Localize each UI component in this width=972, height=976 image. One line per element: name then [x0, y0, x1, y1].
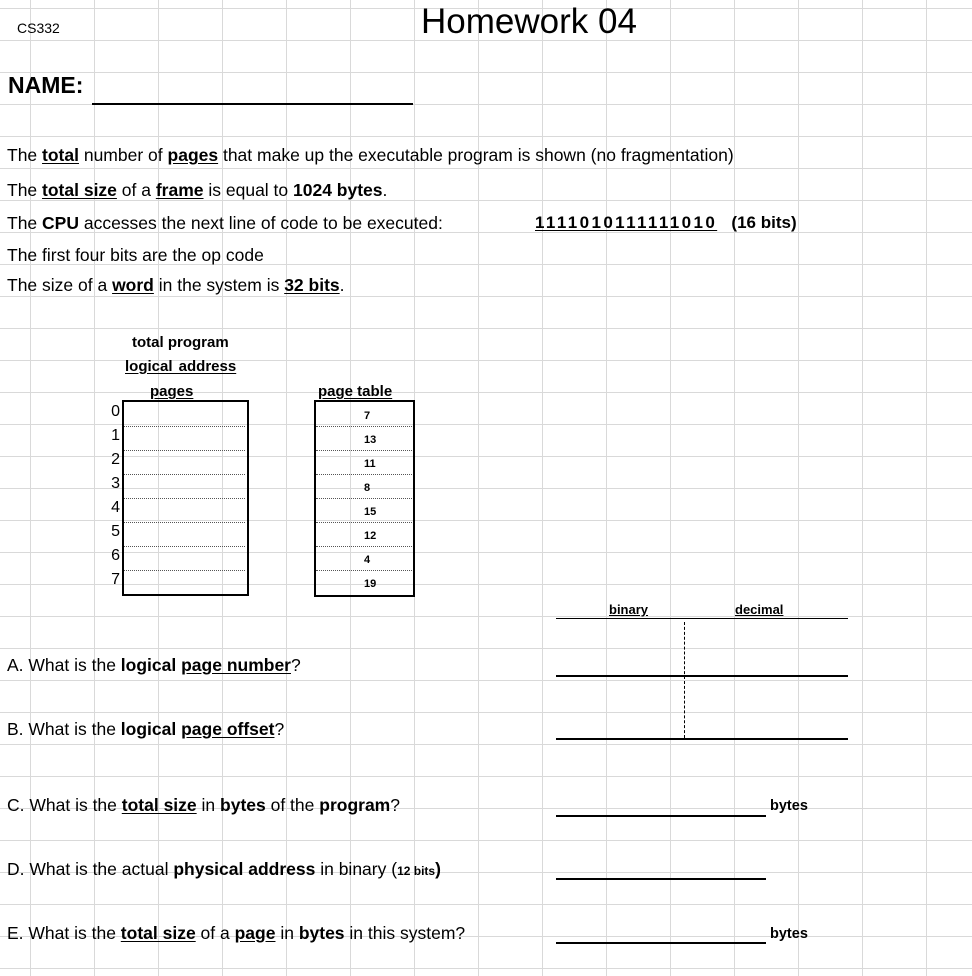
statement-total-pages: The total number of pages that make up the executable program is shown (no fragmentation) [7, 145, 734, 165]
program-header-line2: logical address [125, 358, 237, 375]
page-index: 1 [111, 427, 120, 444]
page-table-entry: 13 [364, 434, 377, 446]
page-index: 2 [111, 451, 120, 468]
binary-column-header: binary [609, 602, 649, 617]
page-table-entry: 19 [364, 578, 377, 590]
page-index: 6 [111, 547, 120, 564]
question-c: C. What is the total size in bytes of the program? [7, 795, 400, 815]
page-table-entry: 15 [364, 506, 377, 518]
answer-c-field[interactable] [556, 815, 766, 817]
question-a: A. What is the logical page number? [7, 655, 301, 675]
answer-a-field[interactable] [556, 675, 848, 677]
page-index: 4 [111, 499, 120, 516]
question-e: E. What is the total size of a page in bytes in this system? [7, 923, 466, 943]
statement-word-size: The size of a word in the system is 32 bits. [7, 275, 345, 295]
statement-frame-size: The total size of a frame is equal to 1024 bytes. [7, 180, 388, 200]
page-table-header: page table [318, 383, 393, 400]
bytes-unit-label: bytes [770, 798, 808, 814]
question-b: B. What is the logical page offset? [7, 719, 285, 739]
page-table-entry: 4 [364, 554, 371, 566]
answer-column-divider [684, 622, 685, 738]
page-title: Homework 04 [421, 2, 637, 41]
answer-d-field[interactable] [556, 878, 766, 880]
page-index: 5 [111, 523, 120, 540]
program-header-line1: total program [132, 334, 229, 351]
binary-instruction: 1111010111111010 (16 bits) [535, 213, 797, 232]
question-d: D. What is the actual physical address in binary (12 bits) [7, 859, 441, 879]
answer-b-field[interactable] [556, 738, 848, 740]
page-table-entry: 12 [364, 530, 377, 542]
decimal-column-header: decimal [735, 602, 784, 617]
page-table-entry: 11 [364, 458, 376, 470]
page-index: 3 [111, 475, 120, 492]
page-table-entry: 7 [364, 410, 371, 422]
bytes-unit-label: bytes [770, 926, 808, 942]
answer-header-rule [556, 618, 848, 619]
page-index: 0 [111, 403, 120, 420]
page-index: 7 [111, 571, 120, 588]
name-label: NAME: [8, 72, 84, 98]
name-field[interactable] [92, 103, 413, 105]
page-table-entry: 8 [364, 482, 371, 494]
statement-cpu-access: The CPU accesses the next line of code to be executed: [7, 213, 443, 233]
statement-op-code: The first four bits are the op code [7, 245, 264, 265]
course-code: CS332 [17, 20, 60, 36]
answer-e-field[interactable] [556, 942, 766, 944]
program-header-line3: pages [150, 383, 194, 400]
